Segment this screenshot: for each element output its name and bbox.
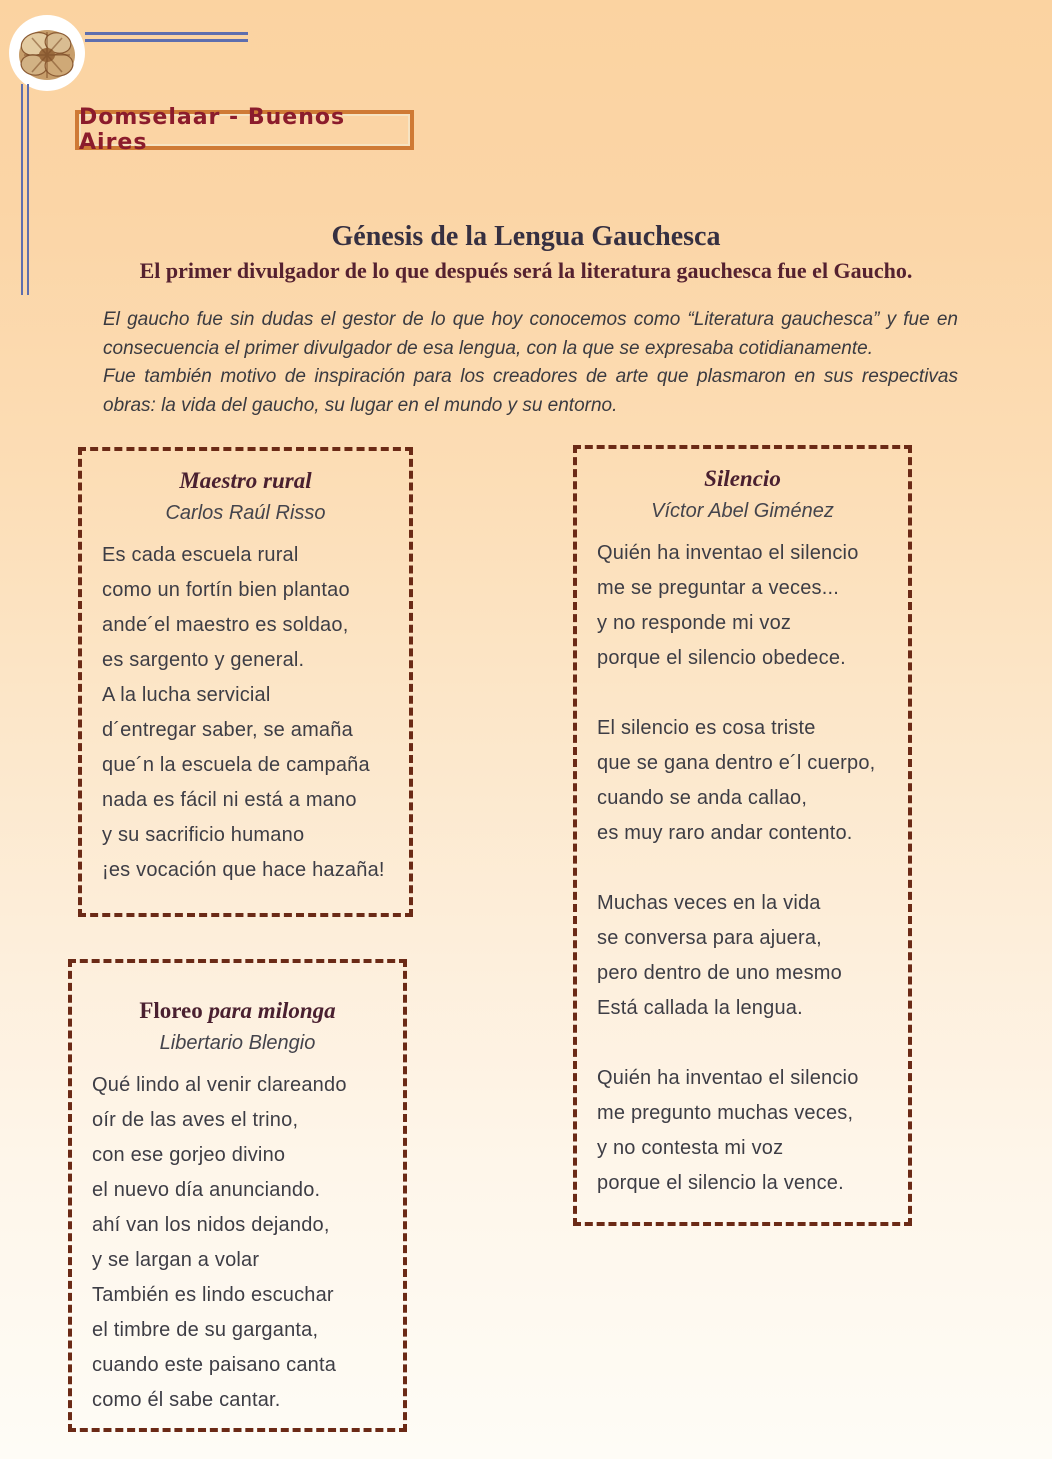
poem-line: oír de las aves el trino, <box>92 1109 299 1131</box>
walnut-logo-icon <box>8 14 86 92</box>
poem-body <box>82 538 409 888</box>
page-title: Génesis de la Lengua Gauchesca <box>331 221 721 252</box>
poem-line: es muy raro andar contento. <box>597 822 853 844</box>
page-subtitle: El primer divulgador de lo que después será la literatura gauchesca fue el Gaucho. <box>139 258 913 283</box>
poem-line: el nuevo día anunciando. <box>92 1179 321 1201</box>
poem-line: El silencio es cosa triste <box>597 717 816 739</box>
poem-line: y no responde mi voz <box>597 612 792 634</box>
poem-line: También es lindo escuchar <box>92 1284 334 1306</box>
poem-line: como él sabe cantar. <box>92 1389 281 1411</box>
poem-line: nada es fácil ni está a mano <box>102 789 357 811</box>
poem-box-floreo-para-milonga <box>68 959 407 1432</box>
intro-text <box>103 306 958 420</box>
poem-line: Quién ha inventao el silencio <box>597 542 859 564</box>
poem-line: se conversa para ajuera, <box>597 927 822 949</box>
stanza-gap <box>597 1026 900 1061</box>
poem-line: A la lucha servicial <box>102 684 271 706</box>
poem-line: cuando se anda callao, <box>597 787 808 809</box>
poem-box-maestro-rural <box>78 447 413 917</box>
poem-line: Muchas veces en la vida <box>597 892 821 914</box>
poem-line: pero dentro de uno mesmo <box>597 962 842 984</box>
poem-body <box>72 1068 403 1418</box>
poem-title: Silencio <box>704 466 781 491</box>
poem-line: que se gana dentro e´l cuerpo, <box>597 752 876 774</box>
intro-paragraph: Fue también motivo de inspiración para los creadores de arte que plasmaron en sus respectivas obras: la vida del gaucho, su lugar en el mundo y su entorno. <box>103 366 958 416</box>
poem-line: que´n la escuela de campaña <box>102 754 370 776</box>
location-badge <box>75 105 414 155</box>
poem-line: cuando este paisano canta <box>92 1354 337 1376</box>
location-badge-label: Domselaar - Buenos Aires <box>79 105 346 155</box>
poem-line: Es cada escuela rural <box>102 544 299 566</box>
poem-line: y su sacrificio humano <box>102 824 305 846</box>
poem-body <box>577 536 908 1201</box>
intro-paragraph: El gaucho fue sin dudas el gestor de lo que hoy conocemos como “Literatura gauchesca” y fue en consecuencia el primer divulgador de esa lengua, con la que se expresaba cotidianamente. <box>103 309 958 359</box>
poem-line: Está callada la lengua. <box>597 997 803 1019</box>
poem-line: ahí van los nidos dejando, <box>92 1214 330 1236</box>
poem-line: ande´el maestro es soldao, <box>102 614 349 636</box>
poem-line: y no contesta mi voz <box>597 1137 784 1159</box>
poem-line: con ese gorjeo divino <box>92 1144 286 1166</box>
poem-line: porque el silencio obedece. <box>597 647 846 669</box>
poem-line: ¡es vocación que hace hazaña! <box>102 859 385 881</box>
poem-author: Víctor Abel Giménez <box>651 500 834 522</box>
poem-line: porque el silencio la vence. <box>597 1172 844 1194</box>
poem-line: y se largan a volar <box>92 1249 260 1271</box>
poem-author: Libertario Blengio <box>159 1032 316 1054</box>
poem-line: Qué lindo al venir clareando <box>92 1074 347 1096</box>
poem-line: es sargento y general. <box>102 649 305 671</box>
poem-line: Quién ha inventao el silencio <box>597 1067 859 1089</box>
poem-title: Maestro rural <box>179 468 312 493</box>
poem-author: Carlos Raúl Risso <box>165 502 326 524</box>
poem-line: como un fortín bien plantao <box>102 579 350 601</box>
poem-box-silencio <box>573 445 912 1226</box>
poem-line: d´entregar saber, se amaña <box>102 719 353 741</box>
stanza-gap <box>597 676 900 711</box>
stanza-gap <box>597 851 900 886</box>
header-double-rule <box>85 32 248 42</box>
poem-line: me se preguntar a veces... <box>597 577 839 599</box>
poem-line: me pregunto muchas veces, <box>597 1102 854 1124</box>
poem-title: Floreo para milonga <box>139 998 336 1023</box>
poem-line: el timbre de su garganta, <box>92 1319 319 1341</box>
